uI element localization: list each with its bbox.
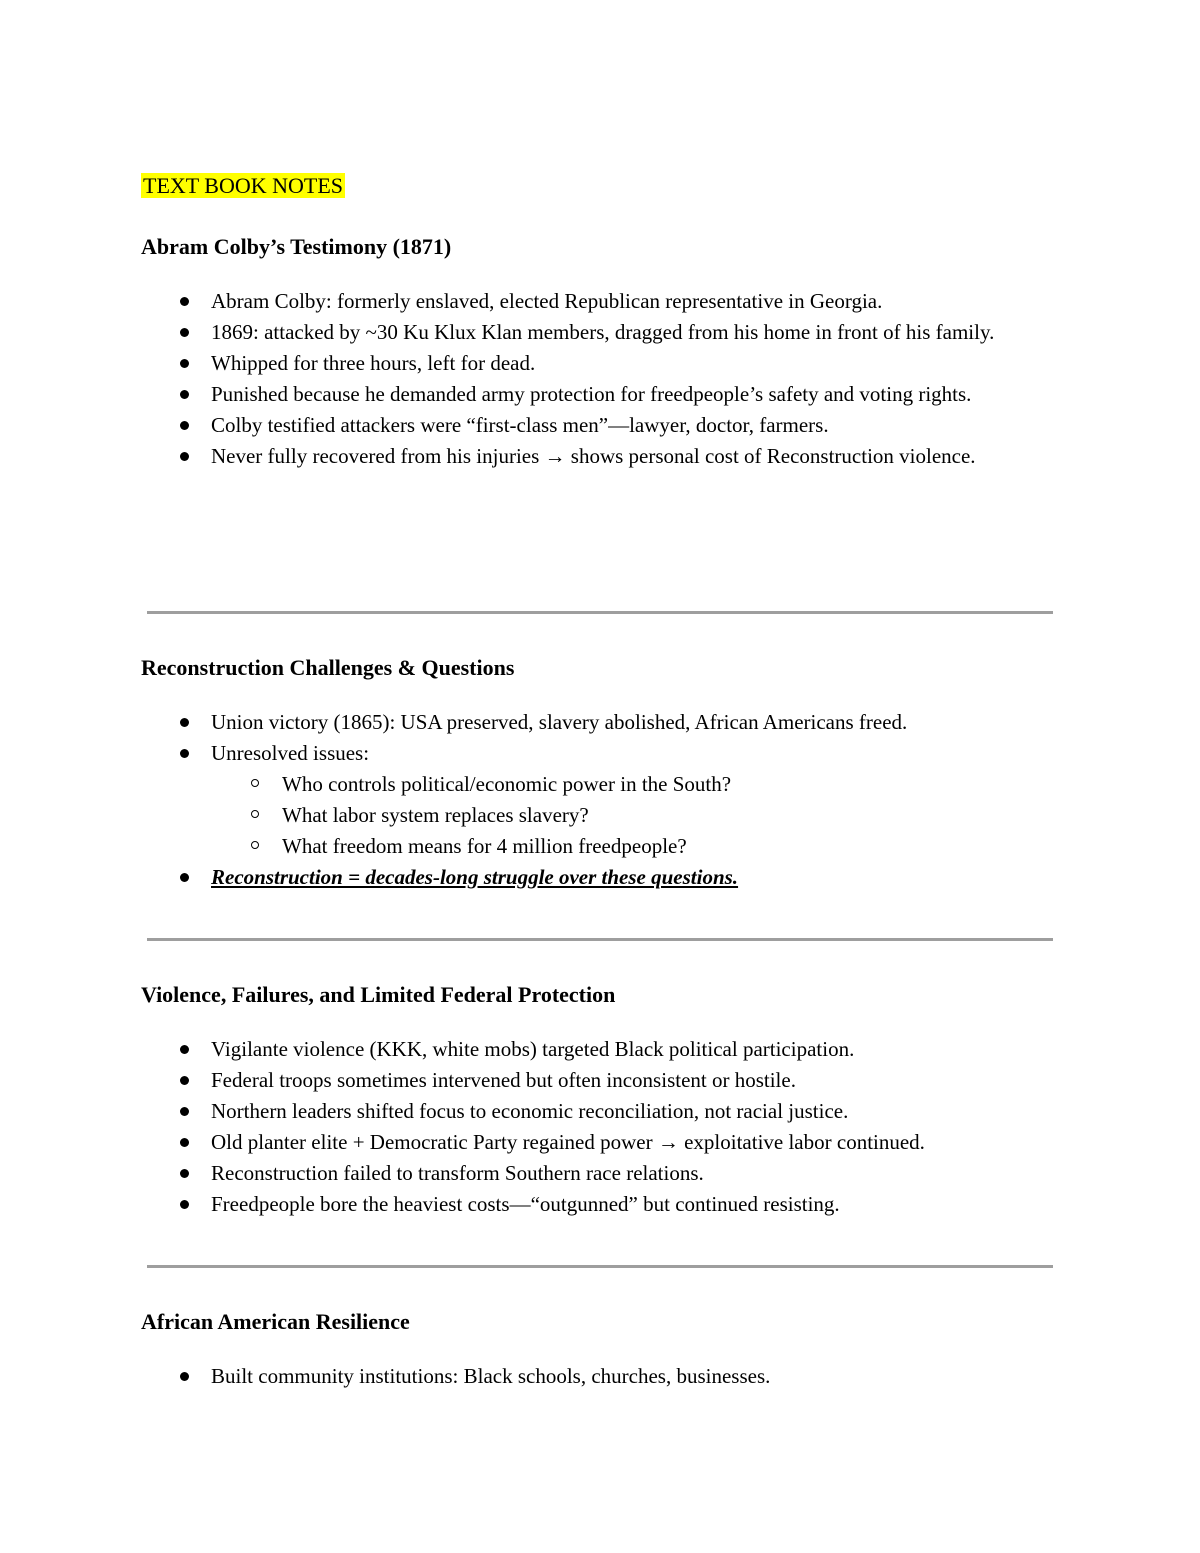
sub-list-item: Who controls political/economic power in the South? <box>141 769 1021 800</box>
bullet-dot-icon <box>180 421 189 430</box>
list-item: Freedpeople bore the heaviest costs—“outgunned” but continued resisting. <box>141 1189 1021 1220</box>
list-item: 1869: attacked by ~30 Ku Klux Klan members, dragged from his home in front of his family. <box>141 317 1021 348</box>
bullet-dot-icon <box>180 390 189 399</box>
bullet-dot-icon <box>180 359 189 368</box>
bullet-dot-icon <box>180 1372 189 1381</box>
emphasized-summary: Reconstruction = decades-long struggle over these questions. <box>211 865 739 889</box>
bullet-list <box>141 1034 1053 1220</box>
horizontal-divider <box>147 611 1053 614</box>
hollow-circle-icon <box>251 841 259 849</box>
section-african-american-resilience <box>141 1307 1053 1392</box>
section-violence-failures <box>141 980 1053 1220</box>
hollow-circle-icon <box>251 810 259 818</box>
list-item: Punished because he demanded army protection for freedpeople’s safety and voting rights. <box>141 379 1021 410</box>
list-item: Colby testified attackers were “first-class men”—lawyer, doctor, farmers. <box>141 410 1021 441</box>
highlighted-title-text: TEXT BOOK NOTES <box>143 173 344 198</box>
list-item: Abram Colby: formerly enslaved, elected Republican representative in Georgia. <box>141 286 1021 317</box>
bullet-dot-icon <box>180 1045 189 1054</box>
bullet-list <box>141 707 1053 893</box>
sub-list-item: What freedom means for 4 million freedpeople? <box>141 831 1021 862</box>
bullet-dot-icon <box>180 1076 189 1085</box>
section-heading: Violence, Failures, and Limited Federal Protection <box>141 982 616 1007</box>
section-reconstruction-challenges <box>141 653 1053 893</box>
list-item: Northern leaders shifted focus to economic reconciliation, not racial justice. <box>141 1096 1021 1127</box>
sub-bullet-list <box>141 769 1021 862</box>
list-item: Union victory (1865): USA preserved, slavery abolished, African Americans freed. <box>141 707 1021 738</box>
bullet-list <box>141 1361 1053 1392</box>
list-item: Federal troops sometimes intervened but often inconsistent or hostile. <box>141 1065 1021 1096</box>
section-heading: Abram Colby’s Testimony (1871) <box>141 234 452 259</box>
bullet-dot-icon <box>180 749 189 758</box>
section-heading: African American Resilience <box>141 1309 410 1334</box>
sub-list-item: What labor system replaces slavery? <box>141 800 1021 831</box>
bullet-dot-icon <box>180 873 189 882</box>
list-item: Whipped for three hours, left for dead. <box>141 348 1021 379</box>
bullet-dot-icon <box>180 1138 189 1147</box>
hollow-circle-icon <box>251 779 259 787</box>
list-item: Built community institutions: Black schools, churches, businesses. <box>141 1361 1021 1392</box>
bullet-dot-icon <box>180 328 189 337</box>
bullet-list <box>141 286 1053 472</box>
section-heading: Reconstruction Challenges & Questions <box>141 655 515 680</box>
document-title <box>141 171 345 201</box>
bullet-dot-icon <box>180 1169 189 1178</box>
horizontal-divider <box>147 938 1053 941</box>
list-item: Vigilante violence (KKK, white mobs) targeted Black political participation. <box>141 1034 1021 1065</box>
list-item <box>141 862 1021 893</box>
section-abram-colby <box>141 232 1053 472</box>
list-item: Never fully recovered from his injuries → shows personal cost of Reconstruction violence. <box>141 441 1021 472</box>
list-item: Old planter elite + Democratic Party regained power → exploitative labor continued. <box>141 1127 1021 1158</box>
horizontal-divider <box>147 1265 1053 1268</box>
bullet-dot-icon <box>180 1107 189 1116</box>
bullet-dot-icon <box>180 452 189 461</box>
bullet-dot-icon <box>180 297 189 306</box>
bullet-dot-icon <box>180 1200 189 1209</box>
bullet-dot-icon <box>180 718 189 727</box>
list-item: Unresolved issues: Who controls political/economic power in the South? What labor system replaces slavery? What freedom means for 4 million freedpeople? <box>141 738 1021 862</box>
list-item: Reconstruction failed to transform Southern race relations. <box>141 1158 1021 1189</box>
